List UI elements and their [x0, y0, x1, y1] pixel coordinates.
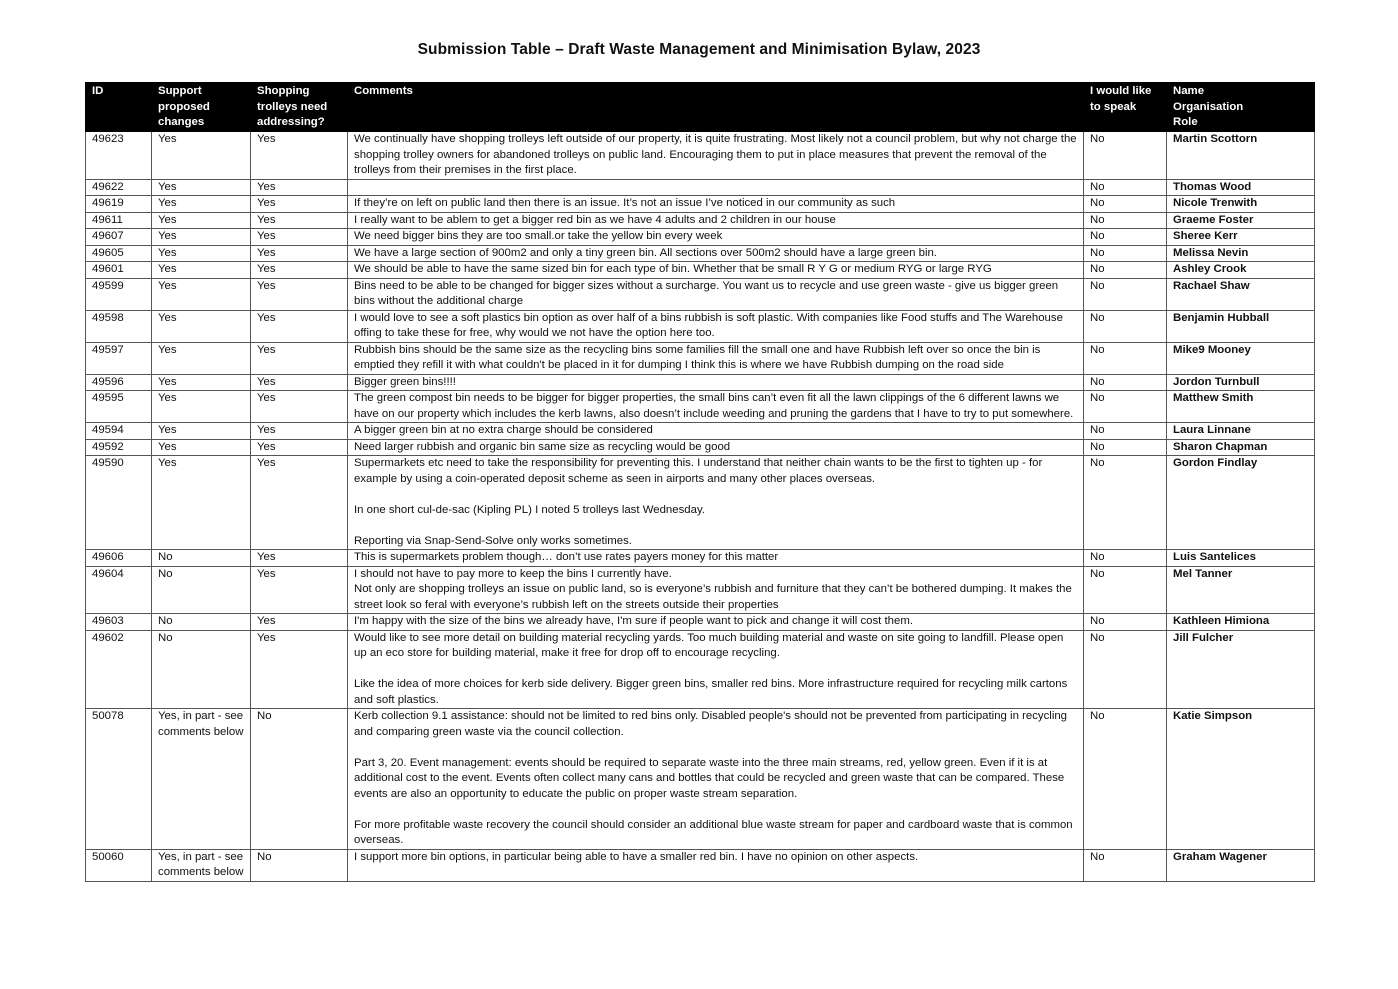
cell-trolleys: Yes	[251, 132, 348, 180]
cell-comment: I should not have to pay more to keep the bins I currently have. Not only are shopping trolleys an issue on public land, so is everyone’s rubbish and furniture that they can’t be bothered dumping. It makes the street look so feral with everyone’s rubbish left on the streets outside their properties	[348, 566, 1084, 614]
cell-id: 49596	[86, 374, 152, 391]
header-id: ID	[86, 83, 152, 132]
cell-trolleys: Yes	[251, 196, 348, 213]
cell-name: Matthew Smith	[1167, 391, 1315, 423]
cell-support: Yes	[152, 391, 251, 423]
cell-speak: No	[1084, 709, 1167, 850]
cell-support: Yes	[152, 310, 251, 342]
cell-support: Yes	[152, 196, 251, 213]
cell-comment: Rubbish bins should be the same size as the recycling bins some families fill the small one and have Rubbish left over so once the bin is emptied they refill it with what couldn't be placed in it for dumping I think this is where we have Rubbish dumping on the road side	[348, 342, 1084, 374]
cell-comment: This is supermarkets problem though… don’t use rates payers money for this matter	[348, 550, 1084, 567]
cell-support: No	[152, 550, 251, 567]
submission-table	[85, 82, 1315, 882]
table-row	[86, 196, 1315, 213]
cell-support: No	[152, 566, 251, 614]
cell-support: Yes	[152, 245, 251, 262]
cell-trolleys: Yes	[251, 278, 348, 310]
cell-id: 49623	[86, 132, 152, 180]
cell-id: 49604	[86, 566, 152, 614]
cell-comment: Need larger rubbish and organic bin same size as recycling would be good	[348, 439, 1084, 456]
cell-speak: No	[1084, 310, 1167, 342]
cell-name: Mel Tanner	[1167, 566, 1315, 614]
cell-name: Martin Scottorn	[1167, 132, 1315, 180]
cell-support: No	[152, 630, 251, 709]
table-row	[86, 630, 1315, 709]
cell-speak: No	[1084, 196, 1167, 213]
cell-id: 49598	[86, 310, 152, 342]
cell-name: Jill Fulcher	[1167, 630, 1315, 709]
cell-speak: No	[1084, 614, 1167, 631]
cell-name: Thomas Wood	[1167, 179, 1315, 196]
header-speak: I would like to speak	[1084, 83, 1167, 132]
cell-comment: I support more bin options, in particular being able to have a smaller red bin. I have no opinion on other aspects.	[348, 849, 1084, 881]
cell-comment: Kerb collection 9.1 assistance: should not be limited to red bins only. Disabled people's should not be prevented from participating in recycling and comparing green waste via the council collection. Part 3, 20. Event management: events should be required to separate waste into the three main streams, red, yellow green. Even if it is at additional cost to the event. Events often collect many cans and bottles that could be recycled and green waste that can be compared. These events are also an opportunity to educate the public on proper waste stream separation. For more profitable waste recovery the council should consider an additional blue waste stream for paper and cardboard waste that is common overseas.	[348, 709, 1084, 850]
header-support: Support proposed changes	[152, 83, 251, 132]
cell-trolleys: Yes	[251, 245, 348, 262]
cell-speak: No	[1084, 456, 1167, 550]
cell-trolleys: Yes	[251, 423, 348, 440]
cell-speak: No	[1084, 229, 1167, 246]
table-body	[86, 132, 1315, 882]
table-row	[86, 229, 1315, 246]
table-row	[86, 132, 1315, 180]
cell-support: Yes, in part - see comments below	[152, 849, 251, 881]
cell-name: Gordon Findlay	[1167, 456, 1315, 550]
cell-speak: No	[1084, 374, 1167, 391]
cell-support: Yes	[152, 374, 251, 391]
cell-trolleys: Yes	[251, 614, 348, 631]
cell-trolleys: Yes	[251, 212, 348, 229]
cell-speak: No	[1084, 439, 1167, 456]
cell-support: Yes	[152, 278, 251, 310]
cell-id: 50060	[86, 849, 152, 881]
table-header-row	[86, 83, 1315, 132]
cell-comment: A bigger green bin at no extra charge should be considered	[348, 423, 1084, 440]
cell-name: Melissa Nevin	[1167, 245, 1315, 262]
cell-trolleys: Yes	[251, 374, 348, 391]
table-row	[86, 262, 1315, 279]
cell-comment: We have a large section of 900m2 and only a tiny green bin. All sections over 500m2 should have a large green bin.	[348, 245, 1084, 262]
cell-speak: No	[1084, 179, 1167, 196]
cell-support: Yes	[152, 262, 251, 279]
table-row	[86, 212, 1315, 229]
cell-id: 49599	[86, 278, 152, 310]
cell-trolleys: Yes	[251, 342, 348, 374]
cell-speak: No	[1084, 132, 1167, 180]
table-row	[86, 439, 1315, 456]
cell-name: Sharon Chapman	[1167, 439, 1315, 456]
cell-id: 49597	[86, 342, 152, 374]
table-row	[86, 456, 1315, 550]
cell-trolleys: Yes	[251, 550, 348, 567]
table-row	[86, 550, 1315, 567]
cell-comment	[348, 179, 1084, 196]
cell-speak: No	[1084, 849, 1167, 881]
cell-id: 49592	[86, 439, 152, 456]
table-row	[86, 566, 1315, 614]
header-comments: Comments	[348, 83, 1084, 132]
cell-name: Sheree Kerr	[1167, 229, 1315, 246]
document-title: Submission Table – Draft Waste Management and Minimisation Bylaw, 2023	[417, 41, 981, 58]
cell-name: Ashley Crook	[1167, 262, 1315, 279]
cell-trolleys: Yes	[251, 310, 348, 342]
table-row	[86, 391, 1315, 423]
cell-support: Yes	[152, 212, 251, 229]
cell-speak: No	[1084, 342, 1167, 374]
cell-support: No	[152, 614, 251, 631]
cell-speak: No	[1084, 423, 1167, 440]
cell-comment: We need bigger bins they are too small.or take the yellow bin every week	[348, 229, 1084, 246]
cell-id: 49601	[86, 262, 152, 279]
cell-support: Yes	[152, 423, 251, 440]
cell-id: 49594	[86, 423, 152, 440]
cell-comment: Supermarkets etc need to take the responsibility for preventing this. I understand that neither chain wants to be the first to tighten up - for example by using a coin-operated deposit scheme as seen in airports and many other places overseas. In one short cul-de-sac (Kipling PL) I noted 5 trolleys last Wednesday. Reporting via Snap-Send-Solve only works sometimes.	[348, 456, 1084, 550]
cell-comment: I would love to see a soft plastics bin option as over half of a bins rubbish is soft plastic. With companies like Food stuffs and The Warehouse offing to take these for free, why would we not have the option here too.	[348, 310, 1084, 342]
cell-trolleys: Yes	[251, 229, 348, 246]
cell-support: Yes	[152, 132, 251, 180]
cell-support: Yes	[152, 439, 251, 456]
table-row	[86, 310, 1315, 342]
cell-support: Yes	[152, 342, 251, 374]
cell-speak: No	[1084, 262, 1167, 279]
table-row	[86, 423, 1315, 440]
cell-name: Laura Linnane	[1167, 423, 1315, 440]
cell-name: Mike9 Mooney	[1167, 342, 1315, 374]
cell-trolleys: No	[251, 709, 348, 850]
cell-name: Rachael Shaw	[1167, 278, 1315, 310]
cell-support: Yes, in part - see comments below	[152, 709, 251, 850]
cell-name: Graeme Foster	[1167, 212, 1315, 229]
cell-comment: The green compost bin needs to be bigger for bigger properties, the small bins can’t even fit all the lawn clippings of the 6 different lawns we have on our property which includes the kerb lawns, also doesn’t include weeding and pruning the gardens that I have to try to put somewhere.	[348, 391, 1084, 423]
cell-trolleys: Yes	[251, 439, 348, 456]
cell-speak: No	[1084, 245, 1167, 262]
header-name: Name Organisation Role	[1167, 83, 1315, 132]
cell-comment: I'm happy with the size of the bins we already have, I'm sure if people want to pick and change it will cost them.	[348, 614, 1084, 631]
table-row	[86, 374, 1315, 391]
cell-name: Nicole Trenwith	[1167, 196, 1315, 213]
cell-id: 49622	[86, 179, 152, 196]
cell-comment: Bigger green bins!!!!	[348, 374, 1084, 391]
cell-support: Yes	[152, 456, 251, 550]
table-row	[86, 278, 1315, 310]
cell-name: Katie Simpson	[1167, 709, 1315, 850]
cell-comment: If they’re on left on public land then there is an issue. It’s not an issue I’ve noticed in our community as such	[348, 196, 1084, 213]
cell-name: Graham Wagener	[1167, 849, 1315, 881]
cell-trolleys: Yes	[251, 262, 348, 279]
cell-support: Yes	[152, 179, 251, 196]
cell-id: 49595	[86, 391, 152, 423]
cell-name: Kathleen Himiona	[1167, 614, 1315, 631]
cell-name: Jordon Turnbull	[1167, 374, 1315, 391]
cell-id: 49607	[86, 229, 152, 246]
cell-comment: Would like to see more detail on building material recycling yards. Too much building material and waste on site going to landfill. Please open up an eco store for building material, make it free for drop off to encourage recycling. Like the idea of more choices for kerb side delivery. Bigger green bins, smaller red bins. More infrastructure required for recycling milk cartons and soft plastics.	[348, 630, 1084, 709]
header-trolleys: Shopping trolleys need addressing?	[251, 83, 348, 132]
table-row	[86, 342, 1315, 374]
cell-id: 49606	[86, 550, 152, 567]
cell-trolleys: Yes	[251, 391, 348, 423]
cell-id: 49605	[86, 245, 152, 262]
cell-speak: No	[1084, 278, 1167, 310]
cell-comment: Bins need to be able to be changed for bigger sizes without a surcharge. You want us to recycle and use green waste - give us bigger green bins without the additional charge	[348, 278, 1084, 310]
table-row	[86, 245, 1315, 262]
cell-id: 49603	[86, 614, 152, 631]
cell-trolleys: Yes	[251, 630, 348, 709]
table-row	[86, 179, 1315, 196]
cell-name: Luis Santelices	[1167, 550, 1315, 567]
cell-comment: I really want to be ablem to get a bigger red bin as we have 4 adults and 2 children in our house	[348, 212, 1084, 229]
table-row	[86, 614, 1315, 631]
cell-trolleys: Yes	[251, 456, 348, 550]
cell-id: 49611	[86, 212, 152, 229]
cell-id: 49602	[86, 630, 152, 709]
cell-trolleys: Yes	[251, 179, 348, 196]
cell-speak: No	[1084, 212, 1167, 229]
cell-name: Benjamin Hubball	[1167, 310, 1315, 342]
cell-speak: No	[1084, 391, 1167, 423]
cell-id: 50078	[86, 709, 152, 850]
cell-speak: No	[1084, 550, 1167, 567]
cell-id: 49619	[86, 196, 152, 213]
table-row	[86, 709, 1315, 850]
cell-speak: No	[1084, 630, 1167, 709]
cell-trolleys: Yes	[251, 566, 348, 614]
cell-speak: No	[1084, 566, 1167, 614]
cell-id: 49590	[86, 456, 152, 550]
cell-comment: We continually have shopping trolleys left outside of our property, it is quite frustrating. Most likely not a council problem, but why not charge the shopping trolley owners for abandoned trolleys on public land. Encouraging them to put in place measures that prevent the removal of the trolleys from their premises in the first place.	[348, 132, 1084, 180]
cell-trolleys: No	[251, 849, 348, 881]
table-row	[86, 849, 1315, 881]
cell-support: Yes	[152, 229, 251, 246]
cell-comment: We should be able to have the same sized bin for each type of bin. Whether that be small R Y G or medium RYG or large RYG	[348, 262, 1084, 279]
